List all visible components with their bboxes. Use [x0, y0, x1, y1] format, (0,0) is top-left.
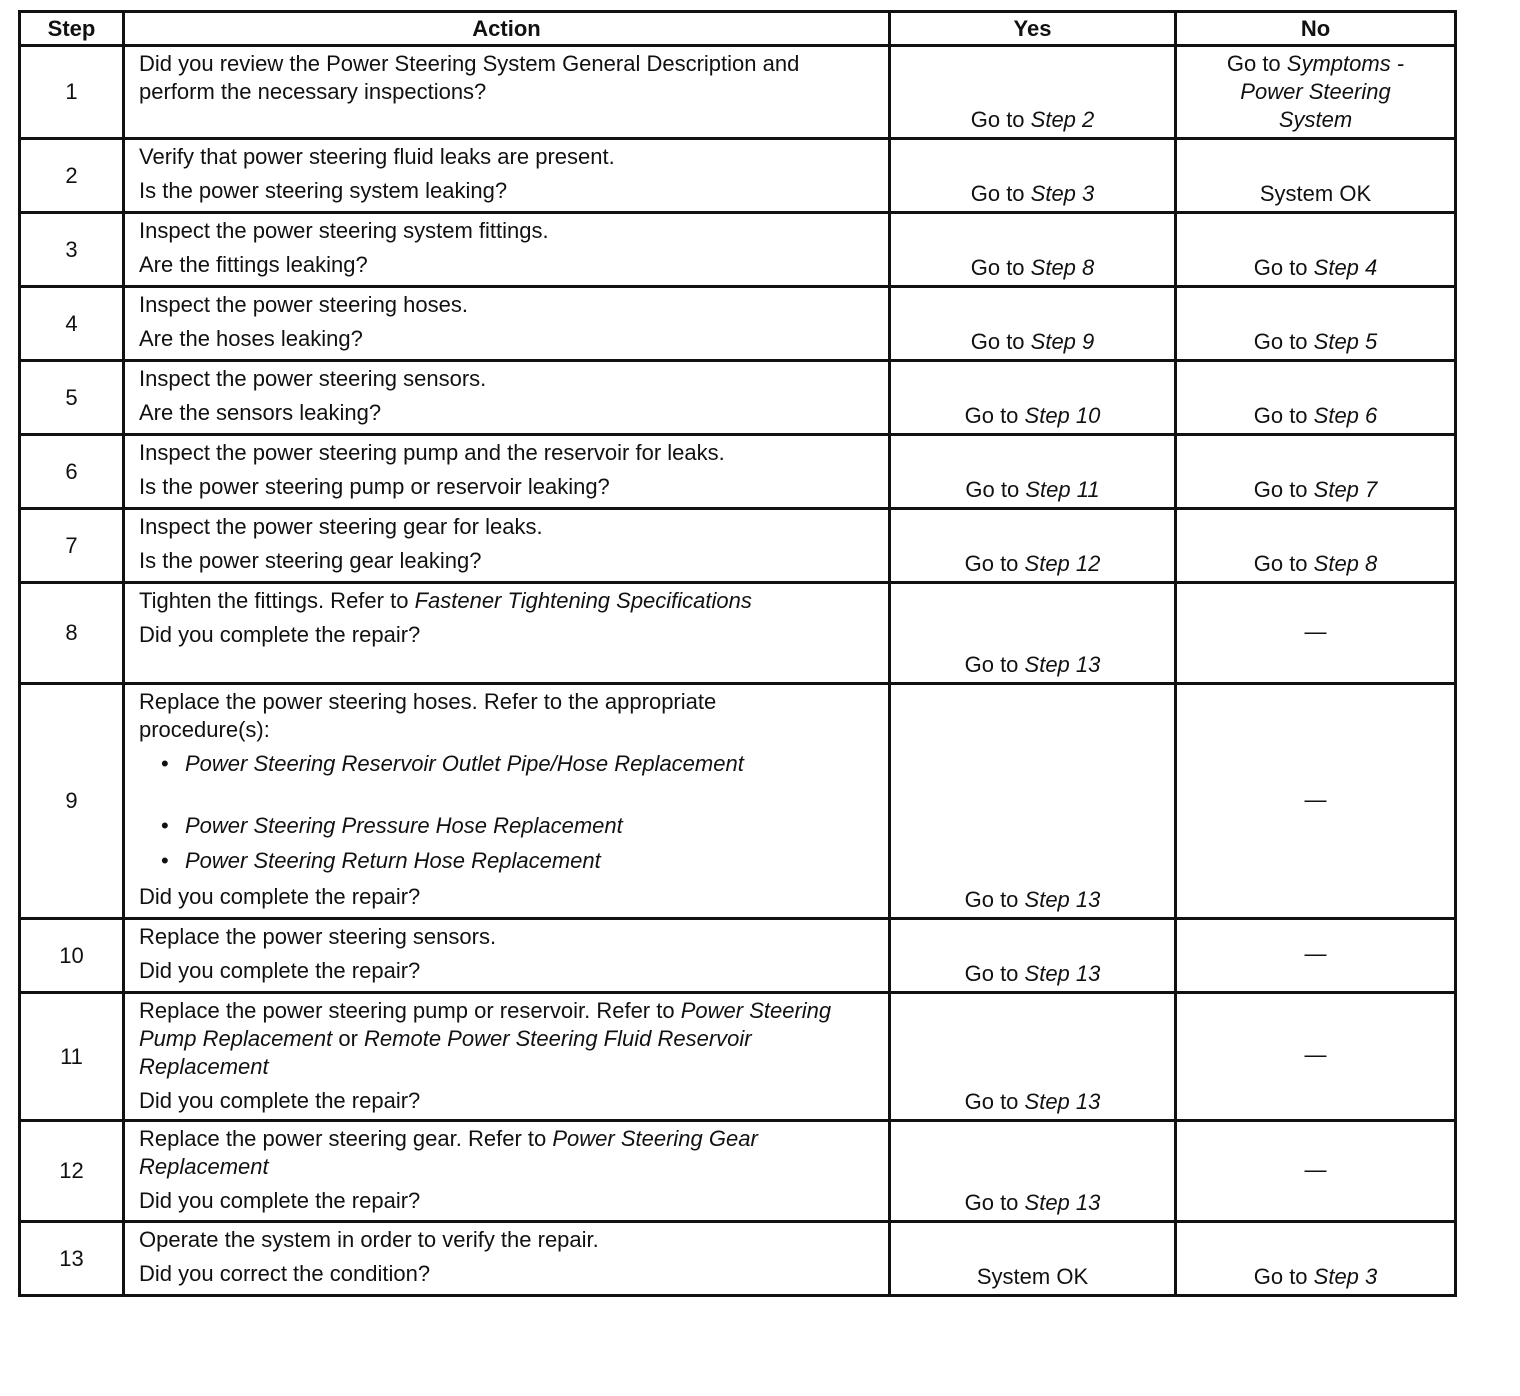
table-row-step-4	[20, 287, 1456, 361]
table-row-step-10	[20, 919, 1456, 993]
step-reference: Step 9	[1030, 329, 1095, 354]
table-row-step-2	[20, 139, 1456, 213]
action-instruction: Inspect the power steering gear for leaks.	[139, 514, 543, 539]
step-reference: Step 13	[1024, 961, 1101, 986]
step-number: 6	[20, 435, 124, 509]
procedure-reference: Remote Power Steering Fluid Reservoir Replacement	[139, 1026, 752, 1079]
action-instruction: Replace the power steering hoses. Refer to the appropriate procedure(s):	[139, 689, 717, 742]
step-reference: Step 11	[1025, 477, 1100, 502]
no-cell: —	[1176, 919, 1456, 993]
yes-cell: Go to Step 13	[890, 1121, 1176, 1222]
section-reference: Symptoms - Power Steering System	[1240, 51, 1405, 132]
step-number: 10	[20, 919, 124, 993]
action-cell	[124, 509, 890, 583]
yes-cell: Go to Step 3	[890, 139, 1176, 213]
step-number: 1	[20, 46, 124, 139]
action-question: Did you complete the repair?	[139, 1188, 421, 1213]
step-reference: Step 3	[1313, 1264, 1378, 1289]
header-row	[20, 12, 1456, 46]
action-cell	[124, 1121, 890, 1222]
action-question: Did you correct the condition?	[139, 1261, 431, 1286]
action-cell	[124, 46, 890, 139]
action-instruction: Inspect the power steering hoses.	[139, 292, 468, 317]
action-instruction: Replace the power steering pump or reservoir. Refer to Power Steering Pump Replacement or Remote Power Steering Fluid Reservoir Replacement	[139, 998, 832, 1079]
action-question: Is the power steering system leaking?	[139, 178, 508, 203]
step-number: 2	[20, 139, 124, 213]
action-instruction: Replace the power steering gear. Refer to Power Steering Gear Replacement	[139, 1126, 758, 1179]
step-reference: Step 8	[1030, 255, 1095, 280]
no-cell: Go to Step 4	[1176, 213, 1456, 287]
step-number: 5	[20, 361, 124, 435]
no-cell: Go to Symptoms - Power Steering System	[1176, 46, 1456, 139]
action-cell	[124, 139, 890, 213]
table-row-step-11	[20, 993, 1456, 1121]
step-number: 11	[20, 993, 124, 1121]
step-reference: Step 2	[1030, 107, 1095, 132]
step-reference: Step 13	[1024, 1089, 1101, 1114]
procedure-reference: Fastener Tightening Specifications	[414, 588, 752, 613]
yes-cell: Go to Step 11	[890, 435, 1176, 509]
action-instruction: Verify that power steering fluid leaks are present.	[139, 144, 615, 169]
action-question: Did you complete the repair?	[139, 884, 421, 909]
step-number: 3	[20, 213, 124, 287]
no-cell: —	[1176, 1121, 1456, 1222]
table-row-step-1	[20, 46, 1456, 139]
step-reference: Step 3	[1030, 181, 1095, 206]
action-cell	[124, 213, 890, 287]
no-cell: Go to Step 6	[1176, 361, 1456, 435]
step-reference: Step 8	[1313, 551, 1378, 576]
header-action: Action	[124, 12, 890, 46]
action-question: Did you complete the repair?	[139, 622, 421, 647]
table-row-step-7	[20, 509, 1456, 583]
no-cell: System OK	[1176, 139, 1456, 213]
table-row-step-8	[20, 583, 1456, 684]
action-question: Did you complete the repair?	[139, 1088, 421, 1113]
action-question: Did you complete the repair?	[139, 958, 421, 983]
yes-cell: Go to Step 8	[890, 213, 1176, 287]
list-item: • Power Steering Pressure Hose Replacement	[161, 812, 876, 840]
no-cell: Go to Step 5	[1176, 287, 1456, 361]
action-question: Are the fittings leaking?	[139, 252, 368, 277]
header-step: Step	[20, 12, 124, 46]
action-cell	[124, 583, 890, 684]
step-reference: Step 4	[1313, 255, 1378, 280]
action-question: Is the power steering gear leaking?	[139, 548, 482, 573]
step-number: 8	[20, 583, 124, 684]
step-reference: Step 13	[1024, 652, 1101, 677]
action-instruction: Operate the system in order to verify the repair.	[139, 1227, 599, 1252]
no-cell: Go to Step 8	[1176, 509, 1456, 583]
diagnostic-table	[18, 10, 1457, 1297]
table-row-step-3	[20, 213, 1456, 287]
step-reference: Step 10	[1024, 403, 1101, 428]
yes-cell: Go to Step 2	[890, 46, 1176, 139]
table-row-step-5	[20, 361, 1456, 435]
step-reference: Step 13	[1024, 1190, 1101, 1215]
action-cell	[124, 287, 890, 361]
action-instruction: Inspect the power steering sensors.	[139, 366, 487, 391]
action-cell	[124, 361, 890, 435]
step-number: 13	[20, 1222, 124, 1296]
step-reference: Step 6	[1313, 403, 1378, 428]
yes-cell: Go to Step 13	[890, 993, 1176, 1121]
yes-cell: Go to Step 9	[890, 287, 1176, 361]
list-item: • Power Steering Return Hose Replacement	[161, 847, 876, 875]
procedure-reference: Power Steering Gear Replacement	[139, 1126, 758, 1179]
action-cell	[124, 435, 890, 509]
header-no: No	[1176, 12, 1456, 46]
step-number: 7	[20, 509, 124, 583]
procedure-reference: Power Steering Pump Replacement	[139, 998, 832, 1051]
action-instruction: Tighten the fittings. Refer to Fastener Tightening Specifications	[139, 588, 752, 613]
action-question: Are the hoses leaking?	[139, 326, 363, 351]
step-reference: Step 7	[1313, 477, 1378, 502]
action-question: Is the power steering pump or reservoir leaking?	[139, 474, 610, 499]
list-item: • Power Steering Reservoir Outlet Pipe/Hose Replacement	[161, 750, 876, 778]
no-cell: —	[1176, 993, 1456, 1121]
no-cell: Go to Step 7	[1176, 435, 1456, 509]
action-cell	[124, 684, 890, 919]
no-cell: Go to Step 3	[1176, 1222, 1456, 1296]
action-cell	[124, 993, 890, 1121]
procedure-list	[139, 750, 876, 875]
yes-cell: Go to Step 13	[890, 583, 1176, 684]
yes-cell: Go to Step 13	[890, 919, 1176, 993]
table-row-step-13	[20, 1222, 1456, 1296]
table-row-step-9	[20, 684, 1456, 919]
step-number: 12	[20, 1121, 124, 1222]
yes-cell: Go to Step 12	[890, 509, 1176, 583]
header-yes: Yes	[890, 12, 1176, 46]
step-number: 9	[20, 684, 124, 919]
action-instruction: Inspect the power steering system fittings.	[139, 218, 549, 243]
table-row-step-12	[20, 1121, 1456, 1222]
action-cell	[124, 919, 890, 993]
yes-cell: System OK	[890, 1222, 1176, 1296]
step-reference: Step 12	[1024, 551, 1101, 576]
table-row-step-6	[20, 435, 1456, 509]
step-reference: Step 13	[1024, 887, 1101, 912]
action-instruction: Inspect the power steering pump and the reservoir for leaks.	[139, 440, 725, 465]
step-number: 4	[20, 287, 124, 361]
action-instruction: Replace the power steering sensors.	[139, 924, 497, 949]
yes-cell: Go to Step 13	[890, 684, 1176, 919]
action-question: Are the sensors leaking?	[139, 400, 382, 425]
step-reference: Step 5	[1313, 329, 1378, 354]
action-cell	[124, 1222, 890, 1296]
no-cell: —	[1176, 583, 1456, 684]
action-question: Did you review the Power Steering System General Description and perform the necessary inspections?	[139, 51, 800, 104]
yes-cell: Go to Step 10	[890, 361, 1176, 435]
no-cell: —	[1176, 684, 1456, 919]
